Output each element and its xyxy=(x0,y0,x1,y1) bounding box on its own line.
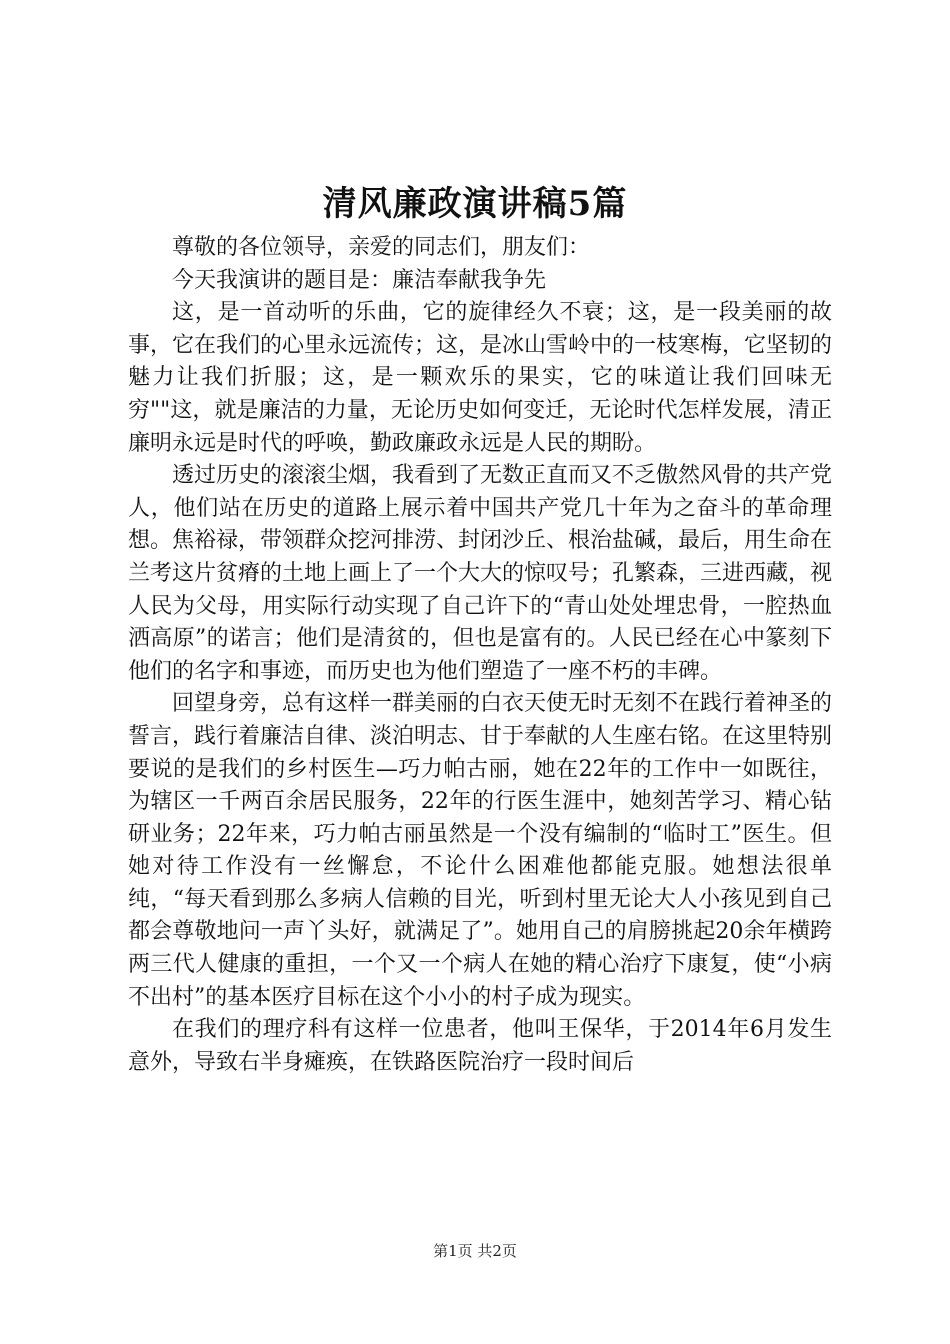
paragraph-greeting: 尊敬的各位领导，亲爱的同志们，朋友们： xyxy=(172,235,591,260)
document-body xyxy=(128,232,832,1079)
paragraph-topic: 今天我演讲的题目是：廉洁奉献我争先 xyxy=(172,267,547,293)
page-number-footer: 第1页 共2页 xyxy=(433,1242,517,1260)
paragraph-history: 透过历史的滚滚尘烟，我看到了无数正直而又不乏傲然风骨的共产党人，他们站在历史的道路上展示着中国共产党几十年为之奋斗的革命理想。焦裕禄，带领群众挖河排涝、封闭沙丘、根治盐碱，最后，用生命在兰考这片贫瘠的土地上画上了一个大大的惊叹号；孔繁森，三进西藏，视人民为父母，用实际行动实现了自己许下的“青山处处埋忠骨，一腔热血洒高原”的诺言；他们是清贫的，但也是富有的。人民已经在心中篆刻下他们的名字和事迹，而历史也为他们塑造了一座不朽的丰碑。 xyxy=(128,463,833,684)
paragraph-patient: 在我们的理疗科有这样一位患者，他叫王保华，于2014年6月发生意外，导致右半身瘫痪，在铁路医院治疗一段时间后 xyxy=(128,1017,832,1075)
paragraph-village-doctor: 回望身旁，总有这样一群美丽的白衣天使无时无刻不在践行着神圣的誓言，践行着廉洁自律、淡泊明志、甘于奉献的人生座右铭。在这里特别要说的是我们的乡村医生—巧力帕古丽，她在22年的工作中一如既往，为辖区一千两百余居民服务，22年的行医生涯中，她刻苦学习、精心钻研业务；22年来，巧力帕古丽虽然是一个没有编制的“临时工”医生。但她对待工作没有一丝懈怠，不论什么困难他都能克服。她想法很单纯，“每天看到那么多病人信赖的目光，听到村里无论大人小孩见到自己都会尊敬地问一声丫头好，就满足了”。她用自己的肩膀挑起20余年横跨两三代人健康的重担，一个又一个病人在她的精心治疗下康复，使“小病不出村”的基本医疗目标在这个小小的村子成为现实。 xyxy=(128,691,833,1010)
paragraph-integrity-power: 这，是一首动听的乐曲，它的旋律经久不衰；这，是一段美丽的故事，它在我们的心里永远流传；这，是冰山雪岭中的一枝寒梅，它坚韧的魅力让我们折服；这，是一颗欢乐的果实，它的味道让我们回味无穷""这，就是廉洁的力量，无论历史如何变迁，无论时代怎样发展，清正廉明永远是时代的呼唤，勤政廉政永远是人民的期盼。 xyxy=(128,300,833,456)
document-title: 清风廉政演讲稿5篇 xyxy=(322,184,628,224)
